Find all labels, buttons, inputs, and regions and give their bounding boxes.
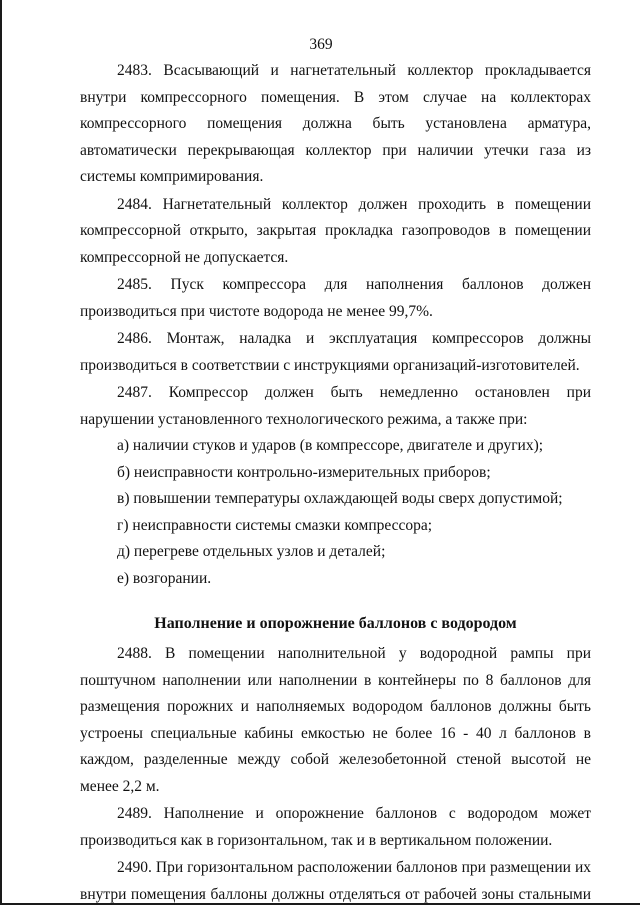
paragraph-2486: 2486. Монтаж, наладка и эксплуатация компрессоров должны производиться в соответствии с инструкциями организаций-изготовителей.: [80, 330, 591, 374]
paragraph-2483: 2483. Всасывающий и нагнетательный коллектор прокладывается внутри компрессорного помещения. В этом случае на коллекторах компрессорного помещения должна быть установлена арматура, автоматически перекрывающая коллектор при наличии утечки газа из системы компримирования.: [80, 62, 591, 185]
paragraph-2488: 2488. В помещении наполнительной у водородной рампы при поштучном наполнении или наполнении в контейнеры по 8 баллонов для размещения порожних и наполняемых водородом баллонов должны быть устроены специальные кабины емкостью не более 16 - 40 л баллонов в каждом, разделенные между собой железобетонной стеной высотой не менее 2,2 м.: [80, 645, 591, 795]
paragraph-2490: 2490. При горизонтальном расположении баллонов при размещении их внутри помещения баллоны должны отделяться от рабочей зоны стальными: [80, 859, 591, 903]
document-body: [80, 58, 591, 908]
list-item-a: а) наличии стуков и ударов (в компрессоре, двигателе и других);: [117, 437, 544, 454]
list-item-e: е) возгорании.: [117, 569, 212, 587]
list-item-v: в) повышении температуры охлаждающей воды сверх допустимой;: [117, 490, 563, 507]
list-item-b: б) неисправности контрольно-измерительных приборов;: [117, 463, 491, 481]
page-number: 369: [309, 36, 333, 53]
list-item-g: г) неисправности системы смазки компрессора;: [117, 516, 433, 534]
list-item-d: д) перегреве отдельных узлов и деталей;: [117, 543, 386, 560]
section-heading: Наполнение и опорожнение баллонов с водородом: [154, 615, 517, 632]
paragraph-2489: 2489. Наполнение и опорожнение баллонов с водородом может производиться как в горизонтальном, так и в вертикальном положении.: [80, 805, 591, 849]
paragraph-2484: 2484. Нагнетательный коллектор должен проходить в помещении компрессорной открыто, закрытая прокладка газопроводов в помещении компрессорной не допускается.: [80, 195, 591, 266]
paragraph-2485: 2485. Пуск компрессора для наполнения баллонов должен производиться при чистоте водорода не менее 99,7%.: [80, 276, 591, 320]
paragraph-2487: 2487. Компрессор должен быть немедленно остановлен при нарушении установленного технологического режима, а также при:: [80, 384, 591, 428]
